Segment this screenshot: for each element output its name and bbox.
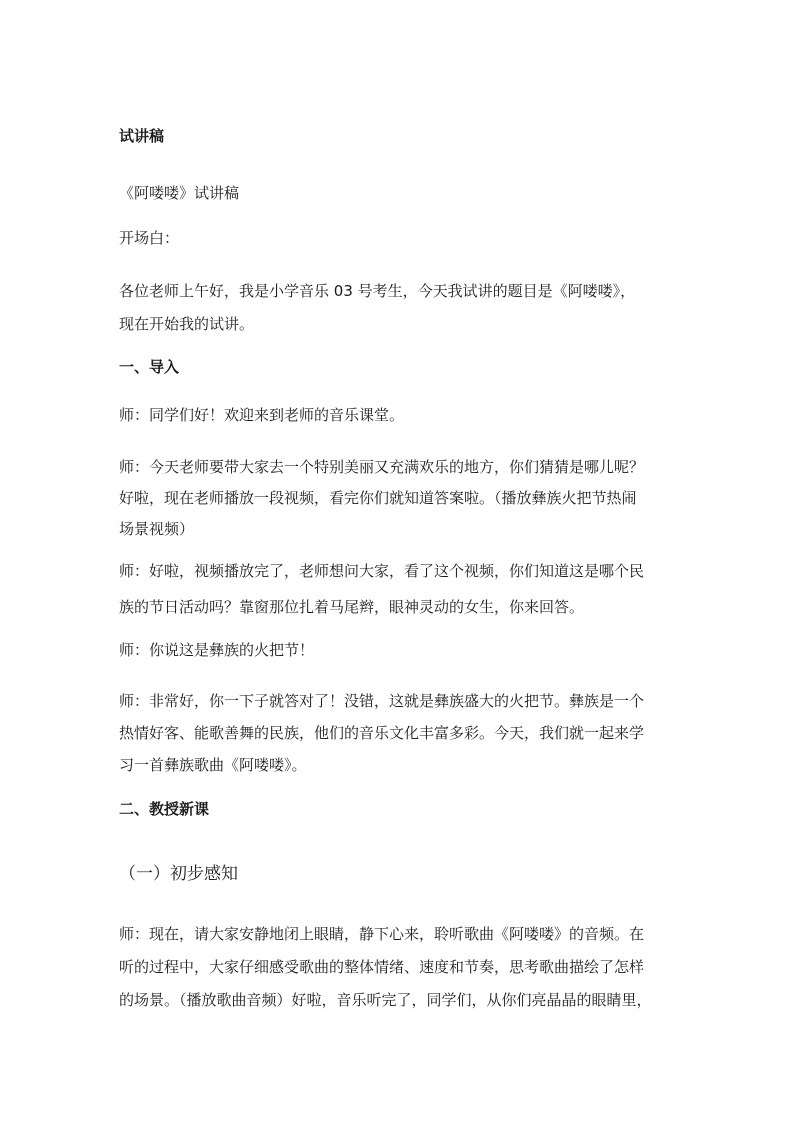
dialogue-paragraph <box>119 553 679 625</box>
paragraph-line: 师：非常好，你一下子就答对了！没错，这就是彝族盛大的火把节。彝族是一个 <box>119 692 645 710</box>
paragraph-line: 好啦，现在老师播放一段视频，看完你们就知道答案啦。（播放彝族火把节热闹 <box>119 489 637 507</box>
dialogue-paragraph <box>119 452 679 545</box>
section-heading-new-lesson: 二、教授新课 <box>119 800 210 818</box>
paragraph-line: 热情好客、能歌善舞的民族，他们的音乐文化丰富多彩。今天，我们就一起来学 <box>119 724 645 742</box>
document-title: 试讲稿 <box>119 127 165 145</box>
paragraph-line: 听的过程中，大家仔细感受歌曲的整体情绪、速度和节奏，思考歌曲描绘了怎样 <box>119 958 645 976</box>
paragraph-line: 师：现在，请大家安静地闭上眼睛，静下心来，聆听歌曲《阿喽喽》的音频。在 <box>119 925 645 943</box>
opening-label: 开场白： <box>119 229 180 247</box>
paragraph-line: 的场景。（播放歌曲音频）好啦，音乐听完了，同学们，从你们亮晶晶的眼睛里， <box>119 991 652 1009</box>
paragraph-line: 习一首彝族歌曲《阿喽喽》。 <box>119 756 307 774</box>
section-heading-intro: 一、导入 <box>119 358 180 376</box>
subsection-heading: （一）初步感知 <box>119 864 238 884</box>
paragraph-line: 师：今天老师要带大家去一个特别美丽又充满欢乐的地方，你们猜猜是哪儿呢？ <box>119 458 645 476</box>
dialogue-paragraph: 师：你说这是彝族的火把节！ <box>119 641 315 659</box>
dialogue-paragraph <box>119 918 679 1017</box>
dialogue-paragraph: 师：同学们好！欢迎来到老师的音乐课堂。 <box>119 406 405 424</box>
paragraph-line: 师：好啦，视频播放完了，老师想问大家，看了这个视频，你们知道这是哪个民 <box>119 562 645 580</box>
intro-line: 现在开始我的试讲。 <box>119 315 255 333</box>
intro-line: 各位老师上午好，我是小学音乐 03 号考生，今天我试讲的题目是《阿喽喽》， <box>119 282 636 300</box>
paragraph-line: 场景视频） <box>119 520 195 538</box>
document-subtitle: 《阿喽喽》试讲稿 <box>119 184 240 202</box>
dialogue-paragraph <box>119 685 679 781</box>
paragraph-line: 族的节日活动吗？靠窗那位扎着马尾辫，眼神灵动的女生，你来回答。 <box>119 598 585 616</box>
intro-paragraph <box>119 275 679 341</box>
